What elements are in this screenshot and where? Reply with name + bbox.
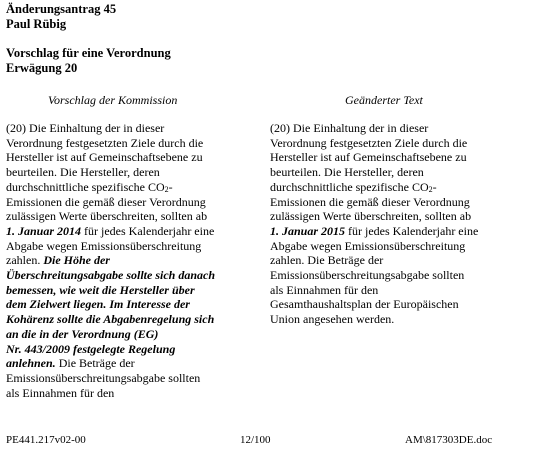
text-line: (20) Die Einhaltung der in dieser: [270, 121, 429, 135]
commission-proposal-heading: Vorschlag der Kommission: [48, 93, 178, 107]
text-line: als Einnahmen für den: [270, 282, 379, 297]
text-segment: durchschnittliche spezifische CO: [270, 179, 429, 194]
text-line: Gesamthaushaltsplan der Europäischen: [270, 297, 459, 312]
text-line: Union angesehen werden.: [270, 312, 395, 327]
text-line: Emissionen die gemäß dieser Verordnung: [270, 194, 470, 209]
text-line: [6, 356, 256, 371]
text-line: Abgabe wegen Emissionsüberschreitung: [6, 238, 202, 253]
subscript-2: 2: [164, 184, 169, 194]
date-emphasis: 1. Januar 2014: [6, 223, 82, 238]
text-line: [6, 253, 256, 268]
text-line: Emissionen die gemäß dieser Verordnung: [6, 194, 206, 209]
text-line: Abgabe wegen Emissionsüberschreitung: [270, 238, 466, 253]
text-segment: für jedes Kalenderjahr eine: [345, 223, 479, 238]
deleted-text-emphasis: anlehnen.: [6, 356, 56, 371]
document-reference: PE441.217v02-00: [6, 434, 86, 446]
text-line: beurteilen. Die Hersteller, deren: [270, 165, 424, 180]
text-line: zulässigen Werte überschreiten, sollten ab: [6, 209, 208, 224]
text-line: (20) Die Einhaltung der in dieser: [6, 121, 165, 135]
file-name: AM\817303DE.doc: [405, 434, 493, 446]
text-segment: für jedes Kalenderjahr eine: [81, 223, 215, 238]
recital-number: Erwägung 20: [6, 61, 78, 75]
text-line: [6, 224, 256, 239]
text-line: zulässigen Werte überschreiten, sollten ab: [270, 209, 472, 224]
page-number: 12/100: [240, 434, 271, 446]
text-segment: durchschnittliche spezifische CO: [6, 179, 165, 194]
amended-text-heading: Geänderter Text: [345, 93, 423, 107]
text-line: Hersteller ist auf Gemeinschaftsebene zu: [6, 150, 203, 165]
text-line: zahlen. Die Beträge der: [270, 253, 384, 268]
date-emphasis: 1. Januar 2015: [270, 223, 346, 238]
commission-proposal-text: [6, 121, 256, 400]
text-line: bemessen, wie weit die Hersteller über: [6, 282, 195, 297]
text-line: Überschreitungsabgabe sollte sich danach: [6, 268, 216, 283]
text-segment: -: [432, 179, 437, 194]
text-line: Emissionsüberschreitungsabgabe sollten: [270, 268, 465, 283]
text-line: [270, 180, 520, 195]
proposal-title: Vorschlag für eine Verordnung: [6, 46, 171, 60]
text-line: beurteilen. Die Hersteller, deren: [6, 165, 160, 180]
text-line: Nr. 443/2009 festgelegte Regelung: [6, 341, 176, 356]
text-line: Verordnung festgesetzten Ziele durch die: [270, 135, 468, 150]
text-line: Emissionsüberschreitungsabgabe sollten: [6, 370, 201, 385]
text-line: an die in der Verordnung (EG): [6, 326, 159, 341]
amendment-header: [6, 2, 116, 32]
text-segment: zahlen.: [6, 253, 44, 268]
text-line: Kohärenz sollte die Abgabenregelung sich: [6, 312, 215, 327]
deleted-text-emphasis: Die Höhe der: [43, 253, 110, 268]
text-line: dem Zielwert liegen. Im Interesse der: [6, 297, 190, 312]
subscript-2: 2: [428, 184, 433, 194]
text-segment: -: [168, 179, 173, 194]
amended-text: [270, 121, 520, 327]
text-line: Hersteller ist auf Gemeinschaftsebene zu: [270, 150, 467, 165]
text-line: [6, 180, 256, 195]
amendment-author: Paul Rübig: [6, 17, 67, 31]
proposal-header: [6, 46, 171, 76]
text-line: [270, 224, 520, 239]
text-segment: Die Beträge der: [55, 356, 135, 371]
amendment-title: Änderungsantrag 45: [6, 2, 117, 16]
text-line: Verordnung festgesetzten Ziele durch die: [6, 135, 204, 150]
text-line: als Einnahmen für den: [6, 385, 115, 400]
